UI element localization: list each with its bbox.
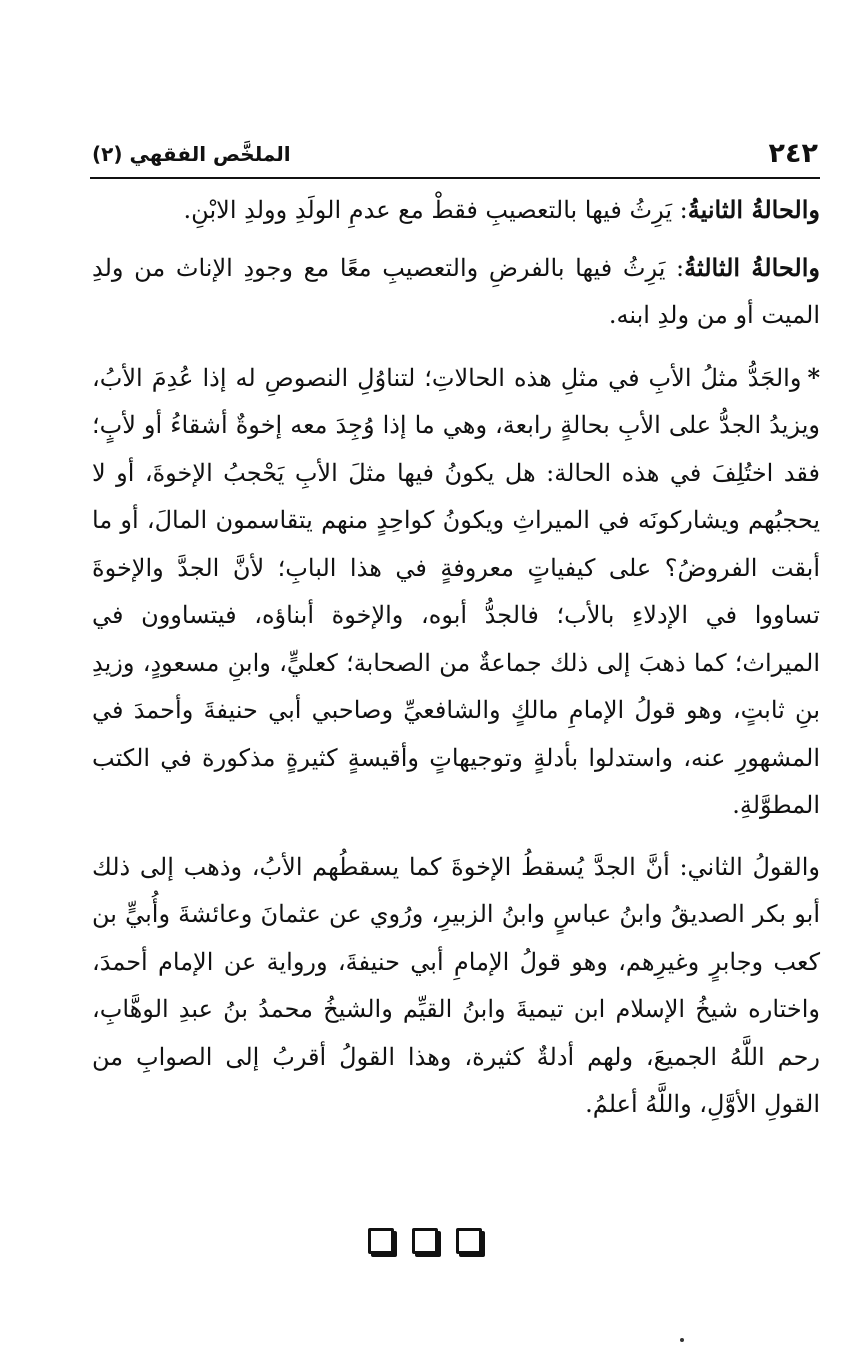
second-opinion-paragraph [92,844,820,1129]
grandfather-paragraph [92,354,820,830]
body-text [92,186,820,1129]
case-three-paragraph [92,244,820,340]
three-squares-icon [0,1228,849,1254]
running-title: الملخَّص الفقهي (٢) [92,142,291,166]
square-icon [368,1228,394,1254]
square-icon [456,1228,482,1254]
case-two-lead: والحالةُ الثانيةُ [687,195,820,224]
case-two-paragraph [92,186,820,235]
page-number: ٢٤٢ [768,138,818,169]
second-opinion-text: والقولُ الثاني: أنَّ الجدَّ يُسقطُ الإخوةَ كما يسقطُهم الأبُ، وذهب إلى ذلك أبو بكر الصديقُ وابنُ عباسٍ وابنُ الزبيرِ، ورُوي عن عثمانَ وعائشةَ وأُبيٍّ بن كعب وجابرٍ وغيرِهم، وهو قولُ الإمامِ أبي حنيفةَ، ورواية عن الإمام أحمدَ، واختاره شيخُ الإسلام ابن تيميةَ وابنُ القيِّم والشيخُ محمدُ بنُ عبدِ الوهَّابِ، رحم اللَّهُ الجميعَ، ولهم أدلةٌ كثيرة، وهذا القولُ أقربُ إلى الصوابِ من القولِ الأوَّلِ، واللَّهُ أعلمُ. [92,852,820,1118]
case-three-text: : يَرِثُ فيها بالفرضِ والتعصيبِ معًا مع وجودِ الإناث من ولدِ الميت أو من ولدِ ابنه. [92,253,820,329]
asterisk-icon: * [807,362,820,392]
square-icon [412,1228,438,1254]
case-three-lead: والحالةُ الثالثةُ [684,252,820,282]
header-rule [90,177,820,179]
scan-speck [680,1338,684,1342]
page-header [90,138,820,176]
case-two-text: : يَرِثُ فيها بالتعصيبِ فقطْ مع عدمِ الولَدِ وولدِ الابْنِ. [183,196,688,224]
grandfather-paragraph-text: والجَدُّ مثلُ الأبِ في مثلِ هذه الحالاتِ؛ لتناوُلِ النصوصِ له إذا عُدِمَ الأبُ، ويزيدُ الجدُّ على الأبِ بحالةٍ رابعة، وهي ما إذا وُجِدَ معه إخوةٌ أشقاءُ أو لأبٍ؛ فقد اختُلِفَ في هذه الحالة: هل يكونُ فيها مثلَ الأبِ يَحْجبُ الإخوةَ، أو لا يحجبُهم ويشاركونَه في الميراثِ ويكونُ كواحِدٍ منهم يتقاسمون المالَ، أو ما أبقت الفروضُ؟ على كيفياتٍ معروفةٍ في هذا البابِ؛ لأنَّ الجدَّ والإخوةَ تساووا في الإدلاءِ بالأب؛ فالجدُّ أبوه، والإخوة أبناؤه، فيتساوون في الميراث؛ كما ذهبَ إلى ذلك جماعةٌ من الصحابة؛ كعليٍّ، وابنِ مسعودٍ، وزيدِ بنِ ثابتٍ، وهو قولُ الإمامِ مالكٍ والشافعيِّ وصاحبي أبي حنيفةَ وأحمدَ في المشهورِ عنه، واستدلوا بأدلةٍ وتوجيهاتٍ وأقيسةٍ كثيرةٍ مذكورة في الكتب المطوَّلةِ. [92,363,821,819]
